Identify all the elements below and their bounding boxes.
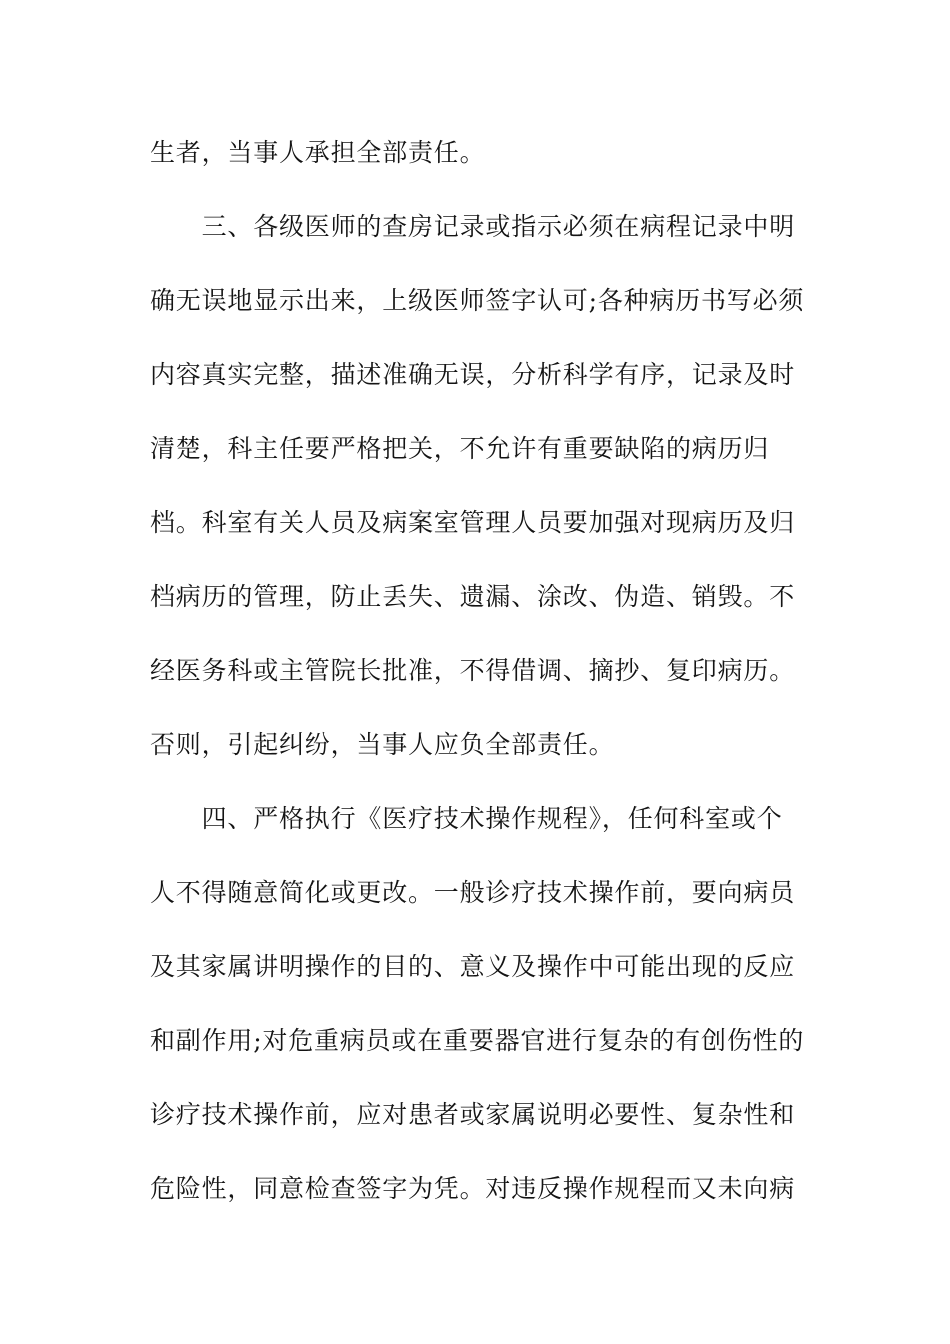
text-line: 生者，当事人承担全部责任。 <box>150 138 486 167</box>
text-line: 档。科室有关人员及病案室管理人员要加强对现病历及归 <box>150 508 796 537</box>
text-line: 否则，引起纠纷，当事人应负全部责任。 <box>150 730 615 759</box>
text-line: 危险性，同意检查签字为凭。对违反操作规程而又未向病 <box>150 1174 796 1203</box>
text-line: 及其家属讲明操作的目的、意义及操作中可能出现的反应 <box>150 952 796 981</box>
text-line: 内容真实完整，描述准确无误，分析科学有序，记录及时 <box>150 360 796 389</box>
text-line: 人不得随意简化或更改。一般诊疗技术操作前，要向病员 <box>150 878 796 907</box>
text-line: 清楚，科主任要严格把关，不允许有重要缺陷的病历归 <box>150 434 770 463</box>
text-line: 和副作用;对危重病员或在重要器官进行复杂的有创伤性的 <box>150 1026 805 1055</box>
text-line: 确无误地显示出来，上级医师签字认可;各种病历书写必须 <box>150 286 805 315</box>
text-line: 三、各级医师的查房记录或指示必须在病程记录中明 <box>150 212 796 241</box>
text-line: 诊疗技术操作前，应对患者或家属说明必要性、复杂性和 <box>150 1100 796 1129</box>
text-line: 经医务科或主管院长批准，不得借调、摘抄、复印病历。 <box>150 656 796 685</box>
document-body <box>150 128 810 1238</box>
text-line: 四、严格执行《医疗技术操作规程》，任何科室或个 <box>150 804 783 833</box>
text-line: 档病历的管理，防止丢失、遗漏、涂改、伪造、销毁。不 <box>150 582 796 611</box>
